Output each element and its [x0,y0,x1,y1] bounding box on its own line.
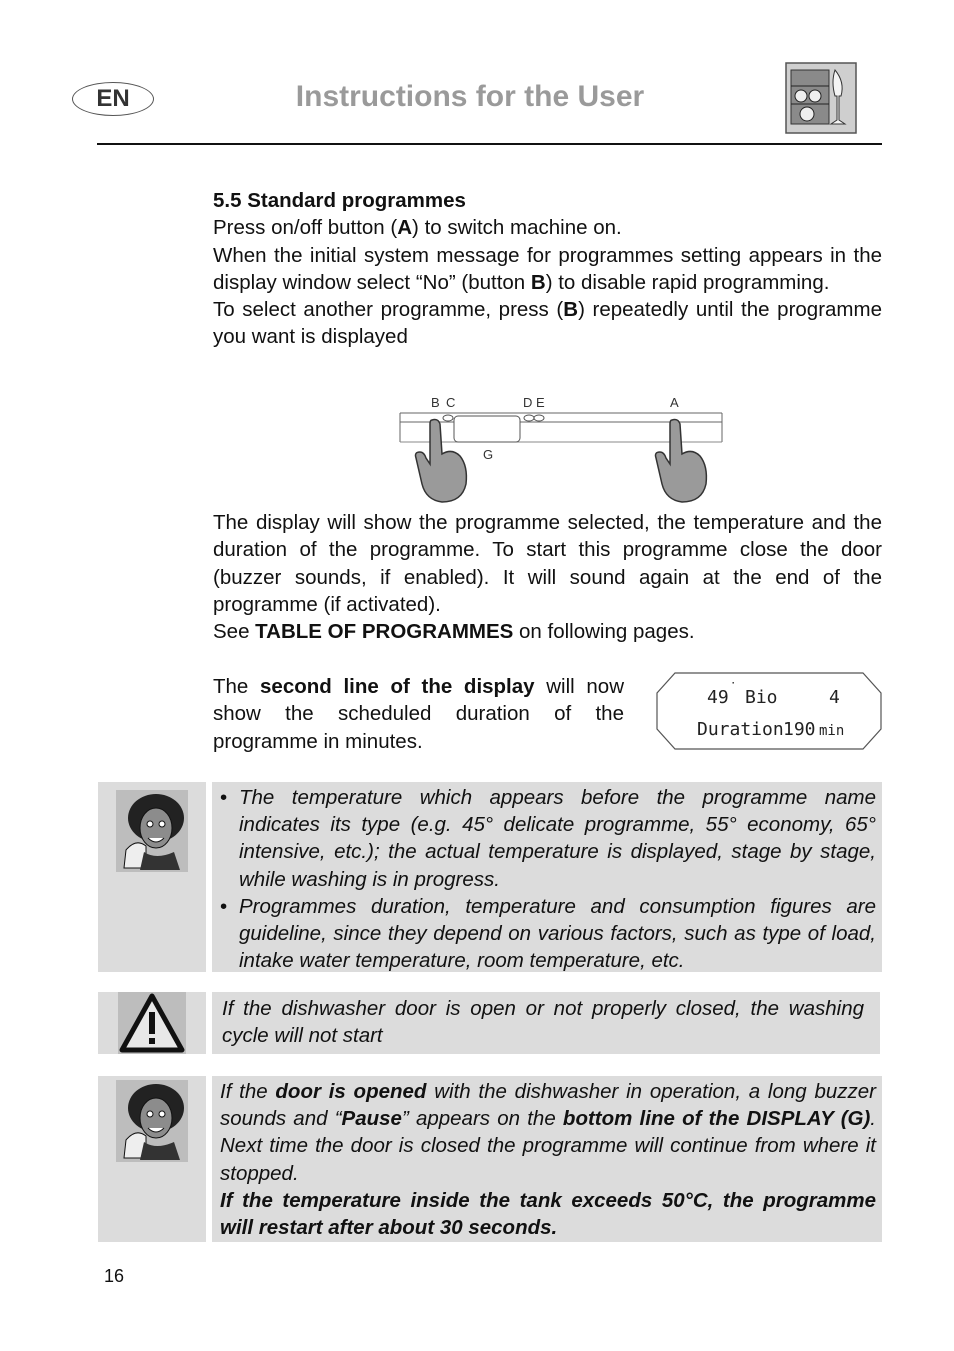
advisor-woman-icon [116,790,188,872]
section-display-info [213,509,882,645]
language-label: EN [96,85,130,112]
note2-text [220,1078,876,1241]
note2-box [212,1076,882,1242]
paragraph-second-line: The second line of the display will now show the scheduled duration of the programme in minutes. [213,675,624,753]
paragraph-select-programme: To select another programme, press (B) repeatedly until the programme you want is displayed [213,298,882,349]
paragraph-switch-on: Press on/off button (A) to switch machine on. [213,216,622,240]
note1-icon-cell [98,782,206,972]
note1-bullets [216,784,876,974]
page-number: 16 [104,1266,125,1286]
note1-box [212,782,882,972]
label-E: E [536,395,545,410]
dishwasher-icon [785,62,857,134]
warning-box [212,992,880,1054]
header-divider [97,143,882,145]
paragraph-disable-rapid: When the initial system message for programmes setting appears in the display window select “No” (button B) to disable rapid programming. [213,243,882,294]
label-D: D [523,395,533,410]
display-temperature: 49 [707,687,729,708]
paragraph-see-table: See TABLE OF PROGRAMMES on following pages. [213,620,695,644]
note2-icon-cell [98,1076,206,1242]
display-duration-label: Duration [697,719,784,740]
section-heading: 5.5 Standard programmes [213,189,466,212]
display-programme-name: Bio [745,687,778,708]
paragraph-display-shows: The display will show the programme selected, the temperature and the duration of the programme. To start this programme close the door (buzzer sounds, if enabled). It will sound again at the end of the programme (if activated). [213,511,882,616]
language-badge [72,82,154,116]
warning-text: If the dishwasher door is open or not properly closed, the washing cycle will not start [222,997,864,1048]
display-duration-unit: min [819,723,845,739]
label-A: A [670,395,679,410]
note2-temperature-restart: If the temperature inside the tank exceeds 50°C, the programme will restart after about 30 seconds. [220,1188,876,1240]
label-B: B [431,395,440,410]
display-duration-value: 190 [783,719,816,740]
section-second-line [213,673,624,755]
label-G: G [483,447,494,462]
label-C: C [446,395,456,410]
section-intro [213,187,882,351]
note1-text [216,784,876,974]
warning-triangle-icon [118,992,186,1054]
display-degree-mark: ˙ [729,681,738,697]
display-programme-number: 4 [829,687,840,708]
control-panel-diagram [396,392,726,506]
page-title: Instructions for the User [295,80,645,113]
display-example [655,671,883,751]
note1-bullet-guideline: • Programmes duration, temperature and consumption figures are guideline, since they depend on various factors, such as type of load, intake water temperature, room temperature, etc. [216,893,876,975]
note2-door-opened: If the door is opened with the dishwasher in operation, a long buzzer sounds and “Pause” appears on the bottom line of the DISPLAY (G). Next time the door is closed the programme will continue from where it stopped. [220,1080,876,1185]
pointing-hand-right-icon [656,420,707,503]
warning-icon-cell [98,992,206,1054]
advisor-woman-icon [116,1080,188,1162]
note1-bullet-temperature: • The temperature which appears before the programme name indicates its type (e.g. 45° delicate programme, 55° economy, 65° intensive, etc.); the actual temperature is displayed, stage by stage, while washing is in progress. [216,784,876,893]
